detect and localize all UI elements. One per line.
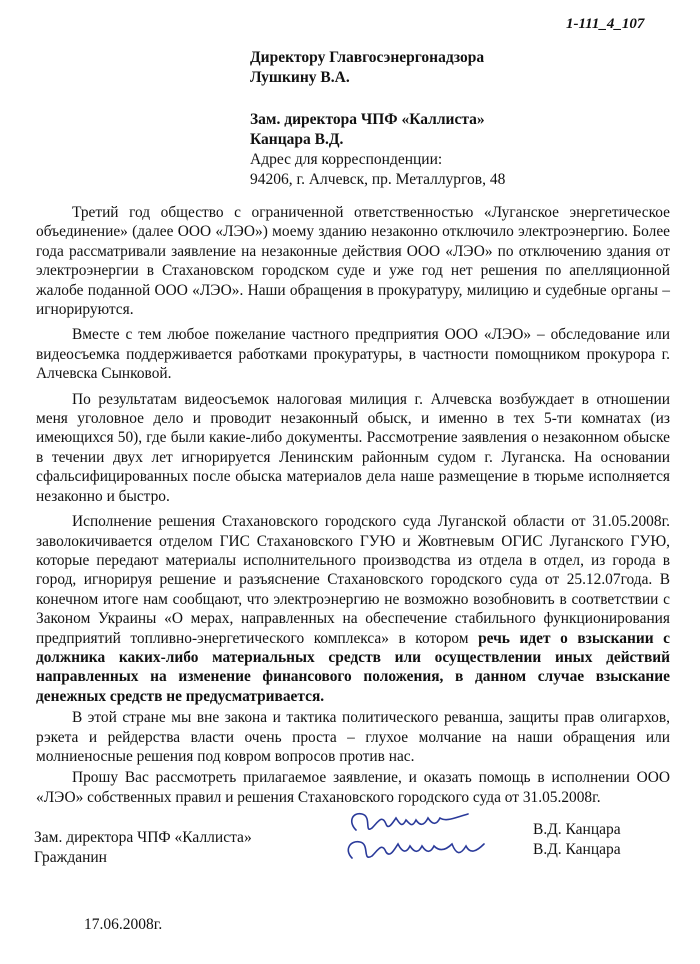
paragraph-3: По результатам видеосъемок налоговая милиция г. Алчевска возбуждает в отношении меня уголовное дело и проводит незаконный обыск, и именно в тех 5-ти комнатах (из имеющихся 50), где были какие-либо документы. Рассмотрение заявления о незаконном обыске в течении двух лет игнорируется Ленинским районным судом г. Луганска. На основании сфальсифицированных после обыска материалов дела наше размещение в тюрьме исполняется незаконно и быстро. [36,390,670,505]
sender-name: Канцара В.Д. [250,131,344,148]
document-reference-number: 1-111_4_107 [566,16,645,32]
letter-date: 17.06.2008г. [84,916,163,933]
signature-role-2: Гражданин [34,849,107,866]
signature-name-1: В.Д. Канцара [533,821,621,838]
signature-role-1: Зам. директора ЧПФ «Каллиста» [34,829,252,846]
signature-names [533,820,621,860]
addressee-position: Директору Главгосэнергонадзора [250,49,485,66]
signature-stroke-2 [348,842,484,858]
paragraph-2: Вместе с тем любое пожелание частного предприятия ООО «ЛЭО» – обследование или видеосъемка поддерживается работками прокуратуры, в частности помощником прокурора г. Алчевска Сынковой. [36,326,670,383]
paragraph-4-text: Исполнение решения Стахановского городского суда Луганской области от 31.05.2008г. заволокичивается отделом ГИС Стахановского ГУЮ и Жовтневым ОГИС Луганского ГУЮ, которые передают материалы исполнительного производства из отдела в отдел, из города в город, игнорируя решение и разъяснение Стахановского городского суда от 25.12.07года. В конечном итоге нам сообщают, что электроэнергию не возможно возобновить в соответствии с Законом Украины «О мерах, направленных на обеспечение стабильного функционирования предприятий топливно-энергетического комплекса» в котором [36,513,670,647]
paragraph-4-emphasis: речь идет о взыскании с должника каких-либо материальных средств или осуществлении иных действий направленных на изменение финансового положения, в данном случае взыскание денежных средств не предусматривается. [36,629,670,705]
signature-stroke-1 [352,814,468,830]
correspondence-address: 94206, г. Алчевск, пр. Металлургов, 48 [250,171,506,188]
paragraph-6: Прошу Вас рассмотреть прилагаемое заявление, и оказать помощь в исполнении ООО «ЛЭО» собственных правил и решения Стахановского городского суда от 31.05.2008г. [36,769,670,806]
letter-body [36,203,670,813]
handwritten-signature [342,794,492,874]
signature-name-2: В.Д. Канцара [533,841,621,858]
signature-roles [34,828,252,868]
paragraph-1: Третий год общество с ограниченной ответственностью «Луганское энергетическое объединение» (далее ООО «ЛЭО») моему зданию незаконно отключило электроэнергию. Более года рассматривали заявление на незаконные действия ООО «ЛЭО» по отключению здания от электроэнергии в Стахановском городском суде и уже год нет решения по апелляционной жалобе поданной ООО «ЛЭО». Наши обращения в прокуратуру, милицию и судебные органы – игнорируются. [36,204,670,319]
paragraph-4 [36,512,670,706]
addressee-block [250,48,505,190]
correspondence-label: Адрес для корреспонденции: [250,151,443,168]
sender-position: Зам. директора ЧПФ «Каллиста» [250,111,485,128]
paragraph-5: В этой стране мы вне закона и тактика политического реванша, защиты прав олигархов, рэкета и рейдерства власти очень проста – глухое молчание на наши обращения или молниеносные решения под ковром вопросов против нас. [36,709,670,765]
addressee-name: Лушкину В.А. [250,69,350,86]
